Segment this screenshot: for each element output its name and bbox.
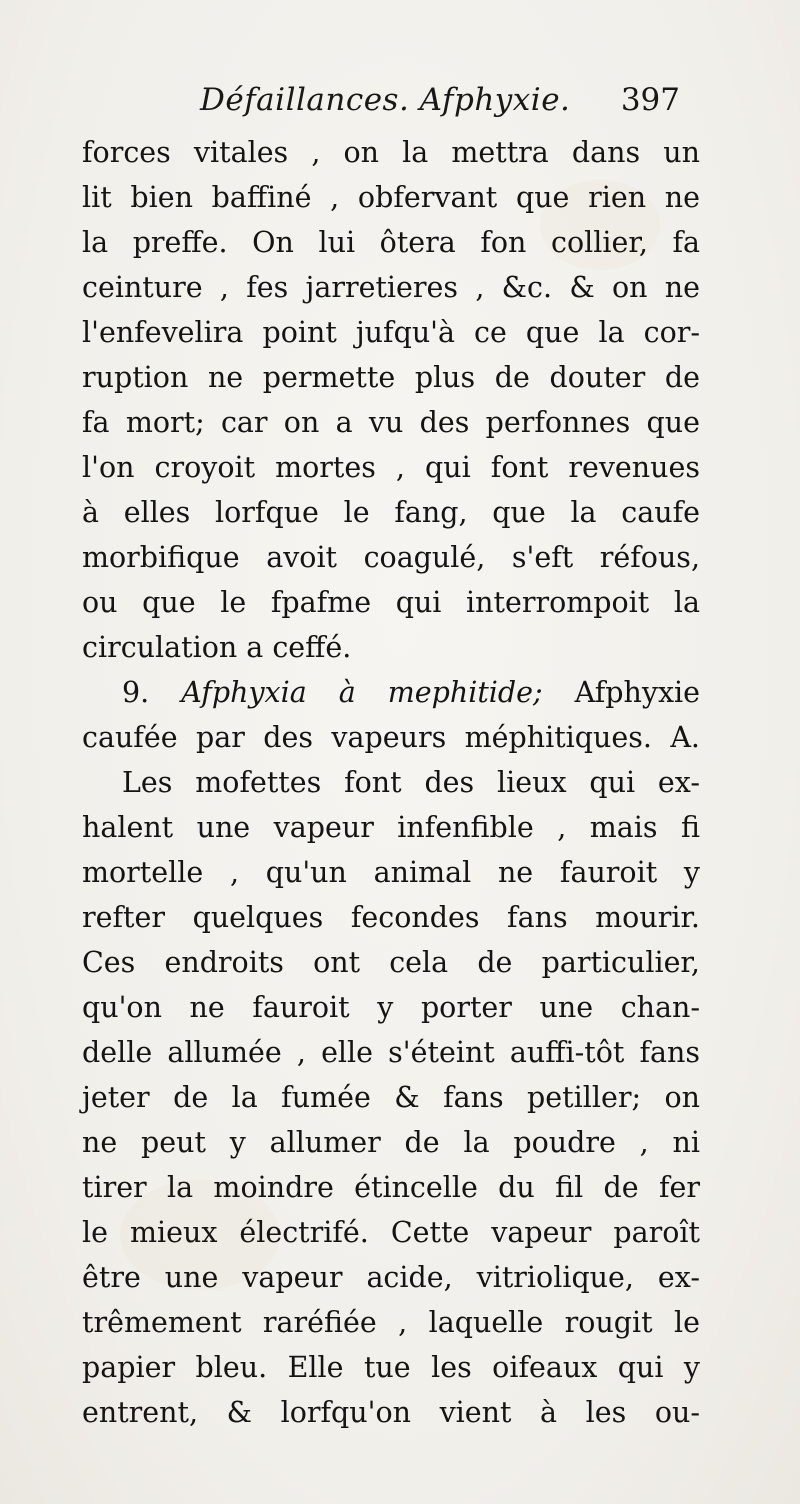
text-line: papier bleu. Elle tue les oifeaux qui y bbox=[82, 1351, 700, 1384]
text-line: tirer la moindre étincelle du fil de fer bbox=[82, 1171, 700, 1204]
section-heading-line bbox=[82, 670, 700, 715]
section-heading-italic: Afphyxia à mephitide; bbox=[181, 676, 543, 709]
running-header bbox=[200, 82, 680, 130]
text-line: circulation a ceffé. bbox=[82, 631, 352, 664]
text-line: ou que le fpafme qui interrompoit la bbox=[82, 586, 700, 619]
text-line: Ces endroits ont cela de particulier, bbox=[82, 946, 700, 979]
section-heading-rest: Afphyxie bbox=[574, 676, 701, 709]
page-number: 397 bbox=[620, 82, 680, 118]
text-line: delle allumée , elle s'éteint auffi-tôt fans bbox=[82, 1036, 700, 1069]
text-line: le mieux électrifé. Cette vapeur paroît bbox=[82, 1216, 700, 1249]
text-line: lit bien baffiné , obfervant que rien ne bbox=[82, 181, 700, 214]
text-line: morbifique avoit coagulé, s'eft réfous, bbox=[82, 541, 700, 574]
text-line: ceinture , fes jarretieres , &c. & on ne bbox=[82, 271, 700, 304]
text-line: entrent, & lorfqu'on vient à les ou- bbox=[82, 1396, 700, 1429]
text-line: refter quelques fecondes fans mourir. bbox=[82, 901, 700, 934]
text-line: ne peut y allumer de la poudre , ni bbox=[82, 1126, 700, 1159]
text-line: halent une vapeur infenfible , mais fi bbox=[82, 811, 700, 844]
section-number: 9. bbox=[122, 676, 150, 709]
text-line: caufée par des vapeurs méphitiques. A. bbox=[82, 721, 700, 754]
running-title: Défaillances. Afphyxie. bbox=[200, 82, 571, 118]
text-line: ruption ne permette plus de douter de bbox=[82, 361, 700, 394]
text-line: être une vapeur acide, vitriolique, ex- bbox=[82, 1261, 700, 1294]
body-text bbox=[82, 130, 700, 1435]
text-line: la preffe. On lui ôtera fon collier, fa bbox=[82, 226, 700, 259]
text-line: l'enfevelira point jufqu'à ce que la cor- bbox=[82, 316, 700, 349]
text-line: à elles lorfque le fang, que la caufe bbox=[82, 496, 700, 529]
text-line: mortelle , qu'un animal ne fauroit y bbox=[82, 856, 700, 889]
text-line: Les mofettes font des lieux qui ex- bbox=[122, 766, 700, 799]
text-line: trêmement raréfiée , laquelle rougit le bbox=[82, 1306, 700, 1339]
text-line: qu'on ne fauroit y porter une chan- bbox=[82, 991, 700, 1024]
text-line: l'on croyoit mortes , qui font revenues bbox=[82, 451, 700, 484]
text-line: jeter de la fumée & fans petiller; on bbox=[82, 1081, 700, 1114]
text-line: forces vitales , on la mettra dans un bbox=[82, 136, 700, 169]
text-line: fa mort; car on a vu des perfonnes que bbox=[82, 406, 700, 439]
